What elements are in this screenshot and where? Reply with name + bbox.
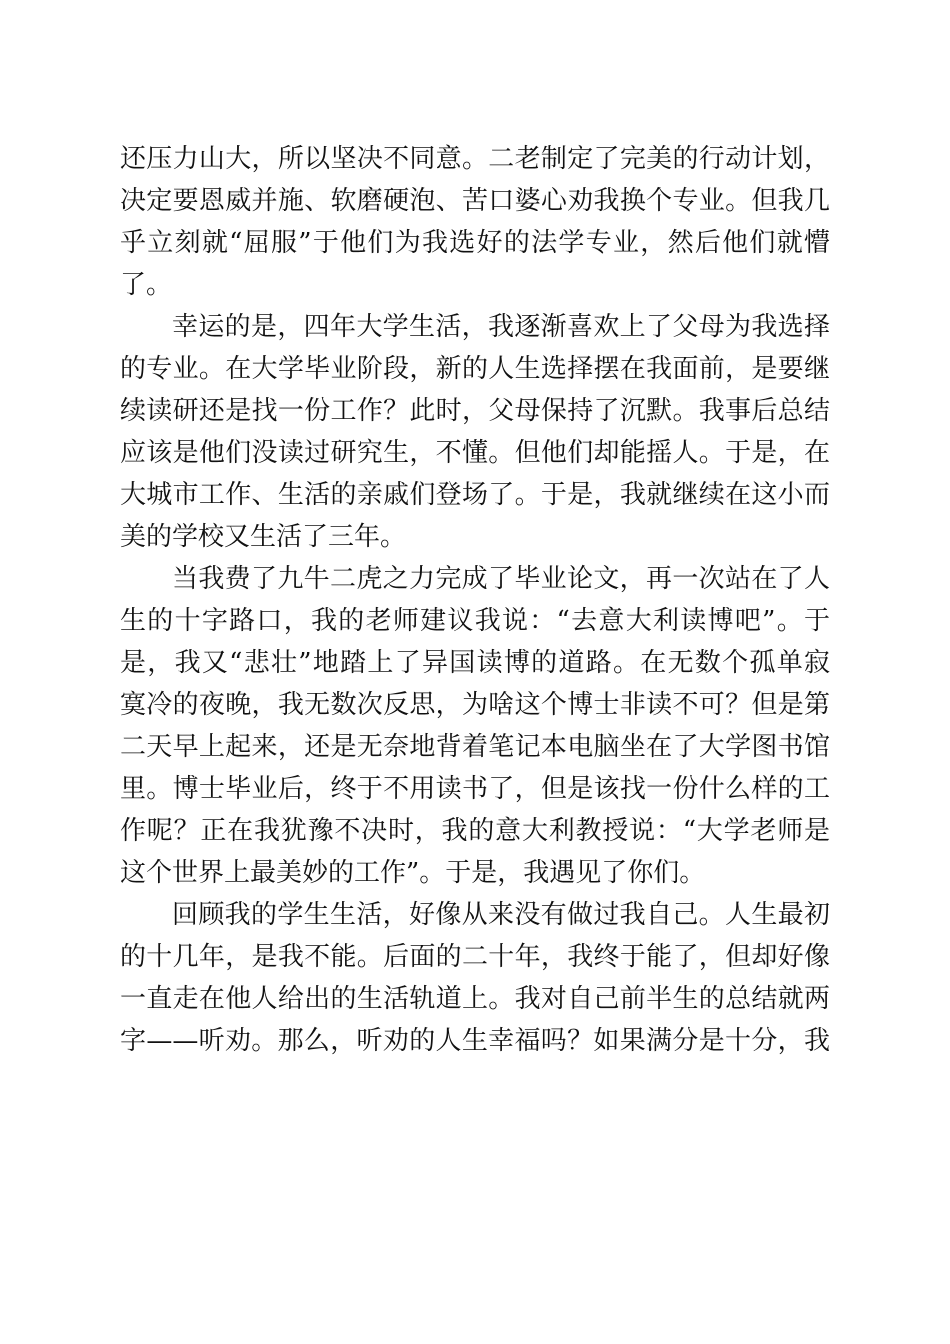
text-line: 美的学校又生活了三年。	[120, 522, 407, 552]
text-line: 乎立刻就“屈服”于他们为我选好的法学专业，然后他们就懵	[120, 228, 830, 258]
body-text	[120, 138, 830, 1062]
text-line: 当我费了九牛二虎之力完成了毕业论文，再一次站在了人	[172, 564, 830, 594]
text-line: 幸运的是，四年大学生活，我逐渐喜欢上了父母为我选择	[172, 312, 830, 342]
text-line: 的十几年，是我不能。后面的二十年，我终于能了，但却好像	[120, 942, 830, 972]
text-line: 了。	[120, 270, 173, 300]
text-line: 这个世界上最美妙的工作”。于是，我遇见了你们。	[120, 858, 706, 888]
text-line: 寞冷的夜晚，我无数次反思，为啥这个博士非读不可？但是第	[120, 690, 830, 720]
text-line: 里。博士毕业后，终于不用读书了，但是该找一份什么样的工	[120, 774, 830, 804]
text-line: 一直走在他人给出的生活轨道上。我对自己前半生的总结就两	[120, 984, 830, 1014]
text-line: 字——听劝。那么，听劝的人生幸福吗？如果满分是十分，我	[120, 1026, 830, 1056]
text-line: 的专业。在大学毕业阶段，新的人生选择摆在我面前，是要继	[120, 354, 830, 384]
text-line: 决定要恩威并施、软磨硬泡、苦口婆心劝我换个专业。但我几	[120, 186, 830, 216]
text-line: 作呢？正在我犹豫不决时，我的意大利教授说：“大学老师是	[120, 816, 830, 846]
paragraph	[120, 306, 830, 558]
text-line: 还压力山大，所以坚决不同意。二老制定了完美的行动计划，	[120, 144, 830, 174]
paragraph	[120, 894, 830, 1062]
paragraph	[120, 138, 830, 306]
text-line: 续读研还是找一份工作？此时，父母保持了沉默。我事后总结	[120, 396, 830, 426]
text-line: 大城市工作、生活的亲戚们登场了。于是，我就继续在这小而	[120, 480, 830, 510]
text-line: 二天早上起来，还是无奈地背着笔记本电脑坐在了大学图书馆	[120, 732, 830, 762]
paragraph	[120, 558, 830, 894]
text-line: 应该是他们没读过研究生，不懂。但他们却能摇人。于是，在	[120, 438, 830, 468]
text-line: 生的十字路口，我的老师建议我说：“去意大利读博吧”。于	[120, 606, 830, 636]
text-line: 回顾我的学生生活，好像从来没有做过我自己。人生最初	[172, 900, 830, 930]
text-line: 是，我又“悲壮”地踏上了异国读博的道路。在无数个孤单寂	[120, 648, 830, 678]
